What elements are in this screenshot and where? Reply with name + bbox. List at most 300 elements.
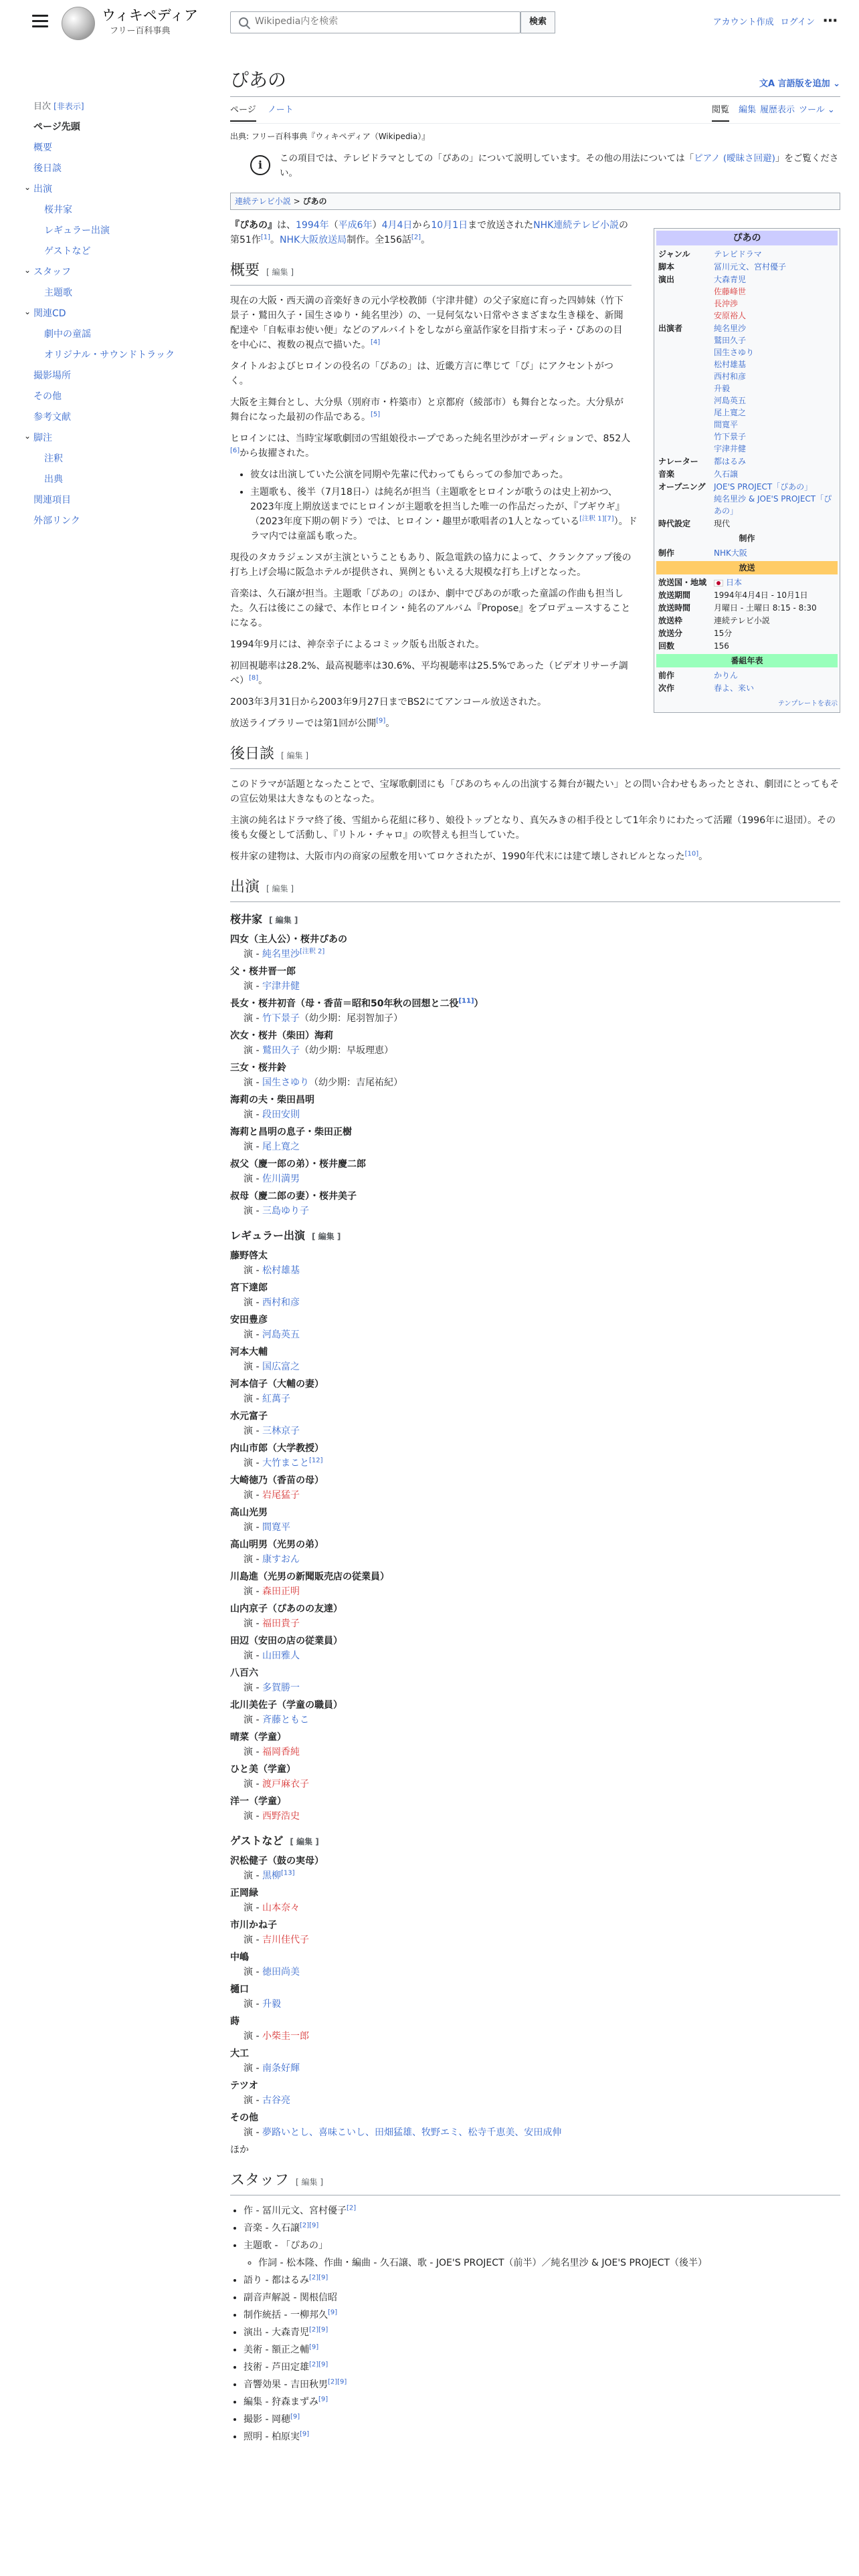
infobox-value-item[interactable]: 都はるみ	[714, 457, 747, 466]
cast-role-text: 高山明男（光男の弟）	[230, 1539, 324, 1551]
heading-text: レギュラー出演	[230, 1229, 306, 1243]
cast-entry	[230, 932, 840, 962]
paragraph-text: 桜井家の建物は、大阪市内の商家の屋敷を用いてロケされたが、1990年代末には建て壊しされビルとなった	[230, 851, 685, 863]
cast-role	[230, 1537, 840, 1552]
infobox-value-item[interactable]: 純名里沙 & JOE'S PROJECT「ぴあの」	[714, 494, 832, 516]
more-options-icon[interactable]: ⋯	[823, 13, 838, 29]
citation[interactable]: [5]	[371, 411, 381, 419]
citation[interactable]: [4]	[371, 338, 381, 346]
cast-entry	[230, 964, 840, 994]
cast-actor-link[interactable]: 宇津井健	[262, 981, 300, 992]
infobox-value-item[interactable]: JOE'S PROJECT「ぴあの」	[714, 482, 813, 492]
citation[interactable]: [6]	[230, 447, 240, 455]
staff-text: 撮影 - 岡穂	[244, 2414, 290, 2426]
infobox-value-item[interactable]: 間寛平	[714, 420, 739, 429]
tab-read[interactable]: 閲覧	[712, 104, 729, 122]
infobox-broadcast-rows	[656, 576, 838, 652]
infobox-value-item[interactable]: 冨川元文、宮村優子	[714, 262, 787, 272]
overview-paragraph	[230, 659, 632, 688]
section-heading-staff	[230, 2171, 840, 2195]
toc-item[interactable]: オリジナル・サウンドトラック	[44, 349, 175, 360]
cast-role-text: 北川美佐子（学童の職員）	[230, 1700, 343, 1711]
hatnote-text-b: 」をご覧ください。	[280, 153, 839, 179]
infobox-value	[714, 640, 838, 652]
infobox-row	[656, 248, 838, 260]
cast-role	[230, 1794, 840, 1809]
toc-item[interactable]: レギュラー出演	[44, 225, 110, 236]
cast-role-text: 田辺（安田の店の従業員）	[230, 1636, 343, 1647]
staff-item	[244, 2325, 840, 2340]
cast-list-regular	[230, 1249, 840, 1824]
cast-actor-line: 演 - 段田安則	[244, 1109, 300, 1121]
intro-link-station[interactable]: NHK大阪放送局	[280, 235, 347, 246]
create-account-link[interactable]: アカウント作成	[712, 17, 774, 27]
logo-wordmark[interactable]: ウィキペディア	[102, 7, 199, 23]
aftermath-paragraph	[230, 849, 840, 864]
citation[interactable]: [9]	[308, 2343, 319, 2351]
cast-actor-link[interactable]: 大竹まこと	[262, 1458, 309, 1469]
cast-actor-line: 演 - 松村雄基	[244, 1265, 300, 1277]
cast-actor-line: 演 - 三林京子	[244, 1426, 300, 1437]
citation[interactable]: [9]	[318, 2395, 328, 2403]
toc-item[interactable]: 注釈	[44, 453, 63, 464]
search-icon	[239, 17, 248, 27]
cast-actor-line: 演 - 夢路いとし、喜味こいし、田畑猛雄、牧野エミ、松寺千恵美、安田成伸	[244, 2127, 562, 2139]
series-current: ぴあの	[302, 197, 327, 207]
citation[interactable]: [注釈 2]	[299, 948, 325, 956]
series-link[interactable]: 連続テレビ小説	[235, 197, 291, 207]
cast-role-text: 河本信子（大輔の妻）	[230, 1379, 324, 1390]
infobox-value-item[interactable]: 佐藤峰世	[714, 287, 747, 296]
section-heading-aftermath	[230, 744, 840, 769]
cast-actor-line: 演 - 間寛平	[244, 1522, 290, 1533]
cast-entry	[230, 1602, 840, 1631]
cast-entry	[230, 1189, 840, 1218]
translate-icon: 文A	[759, 79, 778, 89]
toc-item[interactable]: ⌄ 出演	[33, 179, 187, 200]
tab-article[interactable]: ページ	[230, 104, 256, 122]
cast-actor-line: 演 - 福田貴子	[244, 1618, 300, 1630]
infobox-value	[714, 455, 838, 467]
cast-actor-link[interactable]: 小柴圭一郎	[262, 2031, 309, 2042]
cast-entry	[230, 1918, 840, 1947]
cast-entry	[230, 2078, 840, 2108]
aftermath-paragraph	[230, 777, 840, 807]
cast-actor-link[interactable]: 多賀勝一	[262, 1683, 300, 1694]
infobox-value-item[interactable]: 宇津井健	[714, 444, 747, 453]
cast-list-sakurai	[230, 932, 840, 1218]
infobox-label: 放送分	[658, 629, 683, 638]
intro-link-series[interactable]: NHK連続テレビ小説	[533, 220, 619, 231]
cast-entry	[230, 1377, 840, 1406]
toc-item[interactable]: ⌄ スタッフ	[33, 262, 187, 283]
paragraph-text: 現在の大阪・西天満の音楽好きの元小学校教師（宇津井健）の父子家庭に育った四姉妹（竹下景子・鷲田久子・国生さゆり・純名里沙）の、一見何気ない日常やさまざまな生き様を、新聞配達や「自転車お使い便」などのアルバイトをしながら童話作家を目指す末っ子・ぴあのの目を中心に、複数の視点で描いた。	[230, 296, 624, 351]
citation[interactable]: [8]	[249, 674, 259, 682]
cast-role-text: 山内京子（ぴあのの友達）	[230, 1604, 343, 1615]
citation[interactable]: [注釈 1][7]	[579, 515, 614, 523]
staff-list	[244, 2204, 840, 2444]
cast-actor-link[interactable]: 佐川満男	[262, 1174, 300, 1185]
infobox-label: ジャンル	[658, 249, 690, 259]
infobox-value-item[interactable]: 升毅	[714, 384, 731, 393]
infobox-band-production: 制作	[739, 534, 755, 543]
toc-hide-button[interactable]: [非表示]	[54, 102, 84, 111]
tab-talk[interactable]: ノート	[268, 105, 294, 115]
infobox-row	[656, 547, 838, 559]
cast-actor-link[interactable]: 間寛平	[262, 1522, 290, 1533]
cast-role	[230, 1982, 840, 1997]
infobox-value	[714, 481, 838, 517]
cast-actor-link[interactable]: 福田貴子	[262, 1618, 300, 1630]
paragraph-text: 現役のタカラジェンヌが主演ということもあり、阪急電鉄の協力によって、クランクアップ後の打ち上げ会場に阪急ホテルが提供され、異例ともいえる大規模な打ち上げとなった。	[230, 552, 632, 578]
cast-role-text: 海莉と昌明の息子・柴田正樹	[230, 1127, 352, 1138]
tab-tools[interactable]: ツール ⌄	[799, 105, 835, 115]
cast-role-text: 樋口	[230, 1984, 249, 1996]
paragraph-text: 主演の純名はドラマ終了後、雪組から花組に移り、娘役トップとなり、真矢みきの相手役として1年余りにわたって活躍（1996年に退団）。その後も女優として活動し、『リトル・チャロ』の吹替えも担当していた。	[230, 815, 836, 841]
overview-paragraph	[230, 550, 632, 580]
toc-item[interactable]: 桜井家	[44, 204, 72, 215]
infobox-value-item[interactable]: 松村雄基	[714, 360, 747, 369]
cast-entry	[230, 2111, 840, 2140]
infobox-band-order: 番組年表	[656, 654, 838, 667]
cast-actor-link[interactable]: 岩尾猛子	[262, 1490, 300, 1501]
toc-item[interactable]: 主題歌	[44, 287, 72, 298]
citation[interactable]: [2][9]	[308, 2361, 328, 2369]
overview-paragraph	[230, 716, 632, 731]
language-button-label: 言語版を追加	[777, 79, 830, 89]
heading-text: 後日談	[230, 746, 275, 763]
source-line: 出典: フリー百科事典『ウィキペディア（Wikipedia）』	[230, 132, 430, 141]
paragraph-text: から抜擢された。	[240, 448, 315, 459]
infobox-value-text: 1994年4月4日 - 10月1日	[714, 591, 808, 600]
citation[interactable]: [2][9]	[308, 2326, 328, 2334]
infobox-value-item[interactable]: 大森青児	[714, 275, 747, 284]
heading-text: 出演	[230, 879, 260, 896]
citation[interactable]: [9]	[290, 2413, 300, 2421]
cast-role	[230, 1886, 840, 1901]
toc-item[interactable]: ⌄ 脚注	[33, 428, 187, 449]
cast-role	[230, 1377, 840, 1392]
series-separator: >	[290, 197, 303, 207]
cast-actor-link[interactable]: 徳田尚美	[262, 1967, 300, 1978]
paragraph-text: 大阪を主舞台とし、大分県（別府市・杵築市）と京都府（綾部市）も舞台となった。大分県が舞台になった最初の作品である。	[230, 397, 624, 423]
infobox-value-item[interactable]: 安原裕人	[714, 311, 747, 320]
infobox-link[interactable]: NHK大阪	[714, 548, 747, 558]
cast-actor-link[interactable]: 斉藤ともこ	[262, 1715, 309, 1726]
toc-list	[33, 117, 187, 532]
cast-actor-link[interactable]: 南条好輝	[262, 2063, 300, 2074]
cast-actor-link[interactable]: 鷲田久子	[262, 1045, 300, 1057]
login-link[interactable]: ログイン	[780, 17, 815, 27]
citation[interactable]: [1]	[260, 233, 270, 241]
infobox-row	[656, 615, 838, 627]
toc-item[interactable]: その他	[33, 391, 62, 402]
edit-link[interactable]: [ 編集 ]	[269, 916, 298, 926]
staff-text: 編集 - 狩森まずみ	[244, 2397, 318, 2408]
heading-text: 桜井家	[230, 913, 263, 926]
edit-link[interactable]: [ 編集 ]	[266, 267, 294, 278]
hatnote	[250, 151, 840, 183]
citation[interactable]: [9]	[299, 2430, 310, 2438]
infobox-next-link[interactable]: 春よ、来い	[714, 683, 755, 693]
toc-item[interactable]: 概要	[33, 142, 52, 153]
cast-actor-link[interactable]: 松村雄基	[262, 1265, 300, 1277]
cast-actor-link[interactable]: 升毅	[262, 1999, 281, 2010]
infobox-row	[656, 576, 838, 588]
cast-role	[230, 1125, 840, 1140]
cast-actor-link[interactable]: 森田正明	[262, 1586, 300, 1598]
cast-actor-link[interactable]: 黒柳	[262, 1870, 281, 1882]
cast-actor-line: 演 - 大竹まこと[12]	[244, 1457, 323, 1469]
cast-note: （幼少期：尾羽智加子）	[299, 1013, 403, 1025]
citation[interactable]: [13]	[280, 1869, 295, 1877]
citation[interactable]: [2][9]	[327, 2378, 347, 2386]
cast-actor-link[interactable]: 尾上寛之	[262, 1142, 300, 1153]
cast-actor-link[interactable]: 段田安則	[262, 1109, 300, 1121]
infobox-row	[656, 627, 838, 639]
cast-entry	[230, 1157, 840, 1186]
toc-item[interactable]: ⌄ 関連CD	[33, 304, 187, 324]
infobox-label: オープニング	[658, 482, 706, 492]
cast-role	[230, 2014, 840, 2029]
cast-actor-line: 演 - 紅萬子	[244, 1394, 290, 1405]
infobox-value-item[interactable]: 純名里沙	[714, 324, 747, 333]
edit-link[interactable]: [ 編集 ]	[281, 751, 309, 761]
infobox-country-link[interactable]: 日本	[726, 578, 743, 587]
staff-text: 語り - 都はるみ	[244, 2275, 309, 2286]
language-button[interactable]: 文A 言語版を追加 ⌄	[759, 79, 840, 89]
cast-role-text: 長女・桜井初音（母・香苗＝昭和50年秋の回想と二役	[230, 998, 459, 1010]
infobox-label: ナレーター	[658, 457, 698, 466]
cast-actor-link[interactable]: 康すおん	[262, 1554, 300, 1566]
cast-role-text: 宮下達郎	[230, 1283, 268, 1294]
cast-actor-line: 演 - 純名里沙[注釈 2]	[244, 948, 325, 960]
cast-actor-link[interactable]: 吉川佳代子	[262, 1935, 309, 1946]
cast-actor-link[interactable]: 西野浩史	[262, 1811, 300, 1822]
staff-item	[244, 2273, 840, 2288]
cast-actor-link[interactable]: 国広富之	[262, 1362, 300, 1373]
paragraph-text: 。	[385, 718, 395, 730]
citation[interactable]: [9]	[327, 2309, 338, 2317]
list-item-text: ）。ドラマ内では童謡も歌った。	[250, 516, 638, 542]
intro-link-era[interactable]: 平成6年	[338, 220, 373, 231]
infobox-label: 前作	[658, 671, 675, 680]
toc-item[interactable]: 参考文献	[33, 411, 71, 423]
cast-actor-link[interactable]: 三林京子	[262, 1426, 300, 1437]
infobox-value	[714, 468, 838, 480]
japan-flag-icon	[714, 580, 723, 586]
cast-role-text: 大工	[230, 2048, 249, 2060]
cast-actor-line: 演 - 西野浩史	[244, 1811, 300, 1822]
intro-link-year[interactable]: 1994年	[296, 220, 329, 231]
intro-text: 。	[270, 235, 280, 246]
paragraph-text: このドラマが話題となったことで、宝塚歌劇団にも「ぴあのちゃんの出演する舞台が観たい」との問い合わせもあったとされ、劇団にとってもその宣伝効果は大きなものとなった。	[230, 779, 840, 805]
infobox-value-item[interactable]: テレビドラマ	[714, 249, 762, 259]
toc-item[interactable]: 劇中の童謡	[44, 328, 91, 340]
cast-actor-link[interactable]: 紅萬子	[262, 1394, 290, 1405]
infobox-label: 回数	[658, 641, 675, 651]
edit-link[interactable]: [ 編集 ]	[290, 1837, 319, 1847]
infobox-value	[714, 261, 838, 273]
infobox-value-text: 15分	[714, 629, 733, 638]
toc-item[interactable]: ページ先頭	[33, 121, 80, 132]
cast-entry	[230, 1125, 840, 1154]
infobox-label: 放送国・地域	[658, 578, 707, 587]
staff-text: 作 - 冨川元文、宮村優子	[244, 2206, 347, 2217]
cast-role-text: 藤野啓太	[230, 1251, 268, 1262]
intro-link-end[interactable]: 10月1日	[431, 220, 468, 231]
cast-role	[230, 1730, 840, 1745]
edit-link[interactable]: [ 編集 ]	[296, 2177, 324, 2187]
toc-item[interactable]: 関連項目	[33, 494, 71, 506]
infobox-value-item[interactable]: 長沖渉	[714, 299, 739, 308]
toc-item[interactable]: 外部リンク	[33, 515, 80, 526]
cast-actor-link[interactable]: 河島英五	[262, 1329, 300, 1341]
cast-note: （幼少期：早坂理恵）	[299, 1045, 393, 1057]
cast-actor-link[interactable]: 山田雅人	[262, 1650, 300, 1662]
cast-note: （幼少期：吉尾祐紀）	[308, 1077, 403, 1089]
cast-role-text: 安田豊彦	[230, 1315, 268, 1326]
cast-role	[230, 1602, 840, 1616]
tab-edit[interactable]: 編集	[739, 105, 757, 115]
infobox-value	[714, 518, 838, 530]
toc-item[interactable]: 後日談	[33, 163, 62, 174]
cast-role	[230, 1409, 840, 1424]
cast-role	[230, 1157, 840, 1172]
cast-actor-link[interactable]: 国生さゆり	[262, 1077, 309, 1089]
cast-actor-link[interactable]: 山本奈々	[262, 1903, 300, 1914]
cast-actor-line: 演 - 南条好輝	[244, 2063, 300, 2074]
citation[interactable]: [10]	[684, 850, 699, 858]
cast-role	[230, 1093, 840, 1107]
paragraph-text: ヒロインには、当時宝塚歌劇団の雪組娘役ホープであった純名里沙がオーディションで、852人	[230, 433, 631, 445]
site-header	[0, 0, 859, 47]
cast-actor-link[interactable]: 西村和彦	[262, 1297, 300, 1309]
infobox-value-item[interactable]: 尾上寛之	[714, 408, 747, 417]
cast-role-text: その他	[230, 2113, 258, 2124]
overview-paragraph	[230, 395, 632, 425]
toc-item[interactable]: 撮影場所	[33, 370, 71, 381]
infobox-row	[656, 468, 838, 480]
infobox-value	[714, 547, 838, 559]
search-box[interactable]	[230, 11, 520, 33]
cast-role-text: 沢松健子（鼓の実母）	[230, 1856, 324, 1867]
hatnote-text-a: この項目では、テレビドラマとしての「ぴあの」について説明しています。その他の用法については「	[280, 153, 694, 165]
infobox-value-item[interactable]: 竹下景子	[714, 432, 747, 441]
cast-actor-line: 演 - 斉藤ともこ	[244, 1715, 309, 1726]
cast-role-text: 晴菜（学童）	[230, 1732, 286, 1743]
toc-heading	[33, 100, 187, 114]
paragraph-text: 。	[698, 851, 708, 863]
infobox-row	[656, 481, 838, 517]
cast-entry	[230, 1505, 840, 1535]
citation[interactable]: [9]	[376, 717, 386, 725]
cast-role-text: 叔父（慶一郎の弟）・桜井慶二郎	[230, 1159, 366, 1170]
infobox-prev-link[interactable]: かりん	[714, 671, 739, 680]
staff-text: 制作統括 - 一柳邦久	[244, 2310, 328, 2321]
infobox-value-item[interactable]: 西村和彦	[714, 372, 747, 381]
cast-role	[230, 1313, 840, 1327]
infobox-value	[714, 589, 838, 601]
search-input[interactable]	[255, 16, 509, 27]
cast-role	[230, 1698, 840, 1713]
cast-actor-link[interactable]: 純名里沙	[262, 949, 300, 960]
cast-role	[230, 964, 840, 979]
edit-link[interactable]: [ 編集 ]	[312, 1232, 341, 1242]
cast-role	[230, 1762, 840, 1777]
logo-tagline: フリー百科事典	[110, 26, 171, 36]
citation[interactable]: [2][9]	[299, 2222, 319, 2230]
cast-role-text: 正岡緑	[230, 1888, 258, 1899]
cast-actor-line: 演 - 河島英五	[244, 1329, 300, 1341]
intro-text: まで放送された	[468, 220, 534, 231]
cast-entry	[230, 1473, 840, 1503]
cast-actor-line: 演 - 三島ゆり子	[244, 1206, 309, 1217]
wikipedia-globe-logo[interactable]	[62, 7, 95, 40]
cast-actor-link[interactable]: 夢路いとし、喜味こいし、田畑猛雄、牧野エミ、松寺千恵美、安田成伸	[262, 2127, 562, 2139]
staff-item	[244, 2290, 840, 2305]
infobox-value-item[interactable]: 国生さゆり	[714, 348, 755, 357]
citation[interactable]: [2][9]	[308, 2274, 328, 2282]
template-link[interactable]: テンプレートを表示	[777, 700, 838, 708]
toc-item[interactable]: ゲストなど	[44, 245, 91, 257]
list-item	[250, 485, 638, 544]
infobox-title: ぴあの	[656, 231, 838, 245]
hatnote-link[interactable]: ピアノ (曖昧さ回避)	[694, 153, 775, 165]
edit-link[interactable]: [ 編集 ]	[266, 884, 294, 894]
citation[interactable]: [11]	[458, 997, 474, 1005]
staff-item	[244, 2430, 840, 2444]
cast-role-text: 洋一（学童）	[230, 1796, 286, 1808]
infobox-label: 脚本	[658, 262, 675, 272]
infobox-rows	[656, 248, 838, 530]
cast-entry	[230, 1029, 840, 1058]
staff-text: 音楽 - 久石譲	[244, 2223, 300, 2234]
citation[interactable]: [2]	[411, 233, 421, 241]
infobox-label: 時代設定	[658, 519, 691, 528]
toc-item[interactable]: 出典	[44, 473, 63, 485]
cast-entry	[230, 1537, 840, 1567]
cast-role	[230, 932, 840, 947]
cast-actor-link[interactable]: 福岡香純	[262, 1747, 300, 1758]
tab-history[interactable]: 履歴表示	[760, 105, 795, 115]
infobox-row	[656, 274, 838, 322]
cast-actor-link[interactable]: 古谷亮	[262, 2095, 290, 2107]
toc-label: 目次	[33, 102, 52, 112]
cast-actor-link[interactable]: 竹下景子	[262, 1013, 300, 1025]
staff-text: 演出 - 大森青児	[244, 2327, 309, 2339]
cast-actor-line: 演 - 福岡香純	[244, 1747, 300, 1758]
infobox-row	[656, 322, 838, 455]
staff-item	[244, 2238, 840, 2270]
citation[interactable]: [12]	[308, 1457, 323, 1465]
search-button[interactable]: 検索	[520, 11, 555, 33]
infobox-value-item[interactable]: 鷲田久子	[714, 336, 747, 345]
citation[interactable]: [2]	[346, 2204, 357, 2212]
cast-entry	[230, 2046, 840, 2076]
main-menu-icon[interactable]	[32, 15, 48, 28]
infobox-value	[714, 682, 838, 694]
cast-actor-link[interactable]: 渡戸麻衣子	[262, 1779, 309, 1790]
infobox-value-item[interactable]: 河島英五	[714, 396, 747, 405]
staff-item	[244, 2412, 840, 2427]
overview-paragraph	[230, 637, 632, 652]
infobox-value-item[interactable]: 久石譲	[714, 469, 739, 479]
intro-link-start[interactable]: 4月4日	[381, 220, 413, 231]
cast-actor-link[interactable]: 三島ゆり子	[262, 1206, 309, 1217]
cast-role-text: 高山光男	[230, 1507, 268, 1519]
staff-text: 技術 - 芦田定雄	[244, 2362, 309, 2373]
